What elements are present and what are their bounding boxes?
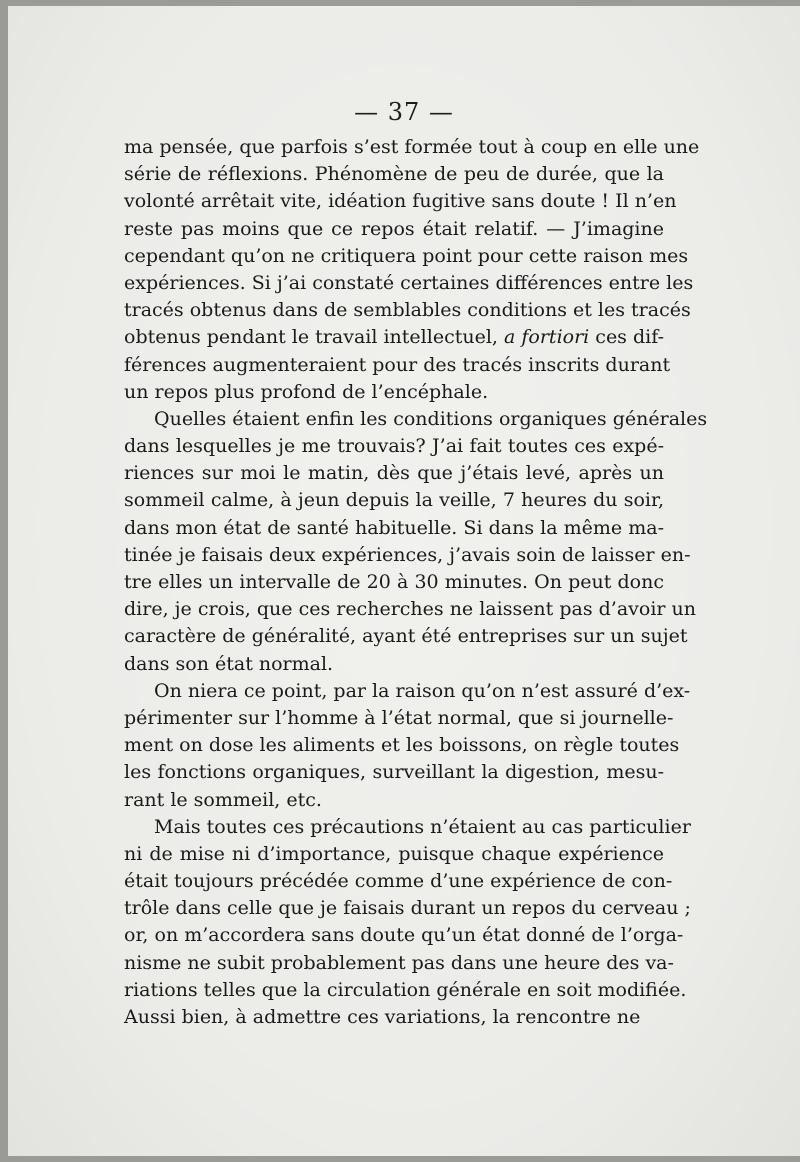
text-segment: Mais toutes ces précautions n’étaient au cas particulier	[154, 815, 691, 838]
book-page	[8, 6, 800, 1156]
text-segment: expériences. Si j’ai constaté certaines différences entre les	[124, 271, 694, 294]
text-segment: série de réflexions. Phénomène de peu de durée, que la	[124, 163, 664, 186]
text-line	[124, 596, 697, 623]
text-segment: a fortiori	[504, 326, 590, 349]
paragraph	[124, 134, 700, 406]
text-segment: les fonctions organiques, surveillant la digestion, mesu-	[124, 761, 664, 784]
text-segment: était toujours précédée comme d’une expérience de con-	[124, 870, 673, 893]
text-line	[124, 759, 664, 786]
text-line	[124, 433, 664, 460]
text-line	[124, 297, 691, 324]
text-line	[124, 678, 691, 705]
text-segment: or, on m’accordera sans doute qu’un état donné de l’orga-	[124, 924, 684, 947]
text-segment: tracés obtenus dans de semblables conditions et les tracés	[124, 299, 691, 322]
text-line	[124, 542, 691, 569]
text-line	[124, 379, 664, 406]
text-segment: dire, je crois, que ces recherches ne laissent pas d’avoir un	[124, 598, 697, 621]
text-line	[124, 841, 664, 868]
paragraph	[124, 814, 691, 1032]
text-segment: Aussi bien, à admettre ces variations, la rencontre ne	[124, 1006, 641, 1028]
page-number: — 37 —	[354, 98, 454, 126]
text-segment: Quelles étaient enfin les conditions organiques générales	[154, 407, 708, 430]
text-segment: ma pensée, que parfois s’est formée tout à coup en elle une	[124, 136, 700, 158]
text-line	[124, 922, 684, 949]
text-segment: ni de mise ni d’importance, puisque chaque expérience	[124, 842, 664, 865]
text-line	[124, 352, 671, 379]
text-segment: riations telles que la circulation générale en soit modifiée.	[124, 978, 687, 1001]
text-segment: tinée je faisais deux expériences, j’avais soin de laisser en-	[124, 543, 691, 566]
text-line	[124, 134, 700, 161]
text-line	[124, 487, 664, 514]
text-line	[124, 787, 664, 814]
text-segment: un repos plus profond de l’encéphale.	[124, 380, 489, 403]
text-segment: obtenus pendant le travail intellectuel,	[124, 326, 504, 349]
text-line	[124, 950, 674, 977]
text-line	[124, 324, 664, 351]
text-segment: dans mon état de santé habituelle. Si dans la même ma-	[124, 516, 664, 539]
text-segment: rant le sommeil, etc.	[124, 788, 322, 811]
text-segment: dans son état normal.	[124, 652, 334, 675]
text-line	[124, 705, 674, 732]
text-line	[124, 895, 691, 922]
text-line	[124, 814, 691, 841]
body-text	[124, 134, 708, 1031]
text-segment: nisme ne subit probablement pas dans une heure des va-	[124, 951, 674, 974]
text-segment: dans lesquelles je me trouvais? J’ai fait toutes ces expé-	[124, 435, 664, 458]
text-line	[124, 651, 664, 678]
text-segment: ment on dose les aliments et les boissons, on règle toutes	[124, 734, 680, 757]
text-segment: caractère de généralité, ayant été entreprises sur un sujet	[124, 625, 688, 648]
text-line	[124, 868, 673, 895]
text-line	[124, 406, 708, 433]
text-segment: volonté arrêtait vite, idéation fugitive sans doute ! Il n’en	[124, 190, 677, 213]
text-line	[124, 623, 688, 650]
text-segment: tre elles un intervalle de 20 à 30 minutes. On peut donc	[124, 571, 664, 593]
text-segment: cependant qu’on ne critiquera point pour cette raison mes	[124, 244, 689, 267]
text-segment: ces dif-	[589, 326, 664, 349]
text-line	[124, 243, 689, 270]
text-segment: riences sur moi le matin, dès que j’étais levé, après un	[124, 462, 664, 485]
text-line	[124, 515, 664, 542]
text-segment: férences augmenteraient pour des tracés inscrits durant	[124, 353, 671, 376]
text-segment: sommeil calme, à jeun depuis la veille, 7 heures du soir,	[124, 489, 664, 512]
text-line	[124, 161, 664, 188]
text-segment: reste pas moins que ce repos était relatif. — J’imagine	[124, 217, 664, 240]
text-line	[124, 188, 677, 215]
text-line	[124, 270, 694, 297]
paragraph	[124, 678, 691, 814]
text-segment: On niera ce point, par la raison qu’on n’est assuré d’ex-	[154, 679, 691, 702]
text-line	[124, 460, 664, 487]
text-line	[124, 732, 680, 759]
text-segment: trôle dans celle que je faisais durant un repos du cerveau ;	[124, 897, 691, 920]
text-line	[124, 1004, 664, 1031]
text-line	[124, 569, 664, 596]
text-line	[124, 216, 664, 243]
text-line	[124, 977, 687, 1004]
paragraph	[124, 406, 708, 678]
text-segment: périmenter sur l’homme à l’état normal, que si journelle-	[124, 706, 674, 729]
